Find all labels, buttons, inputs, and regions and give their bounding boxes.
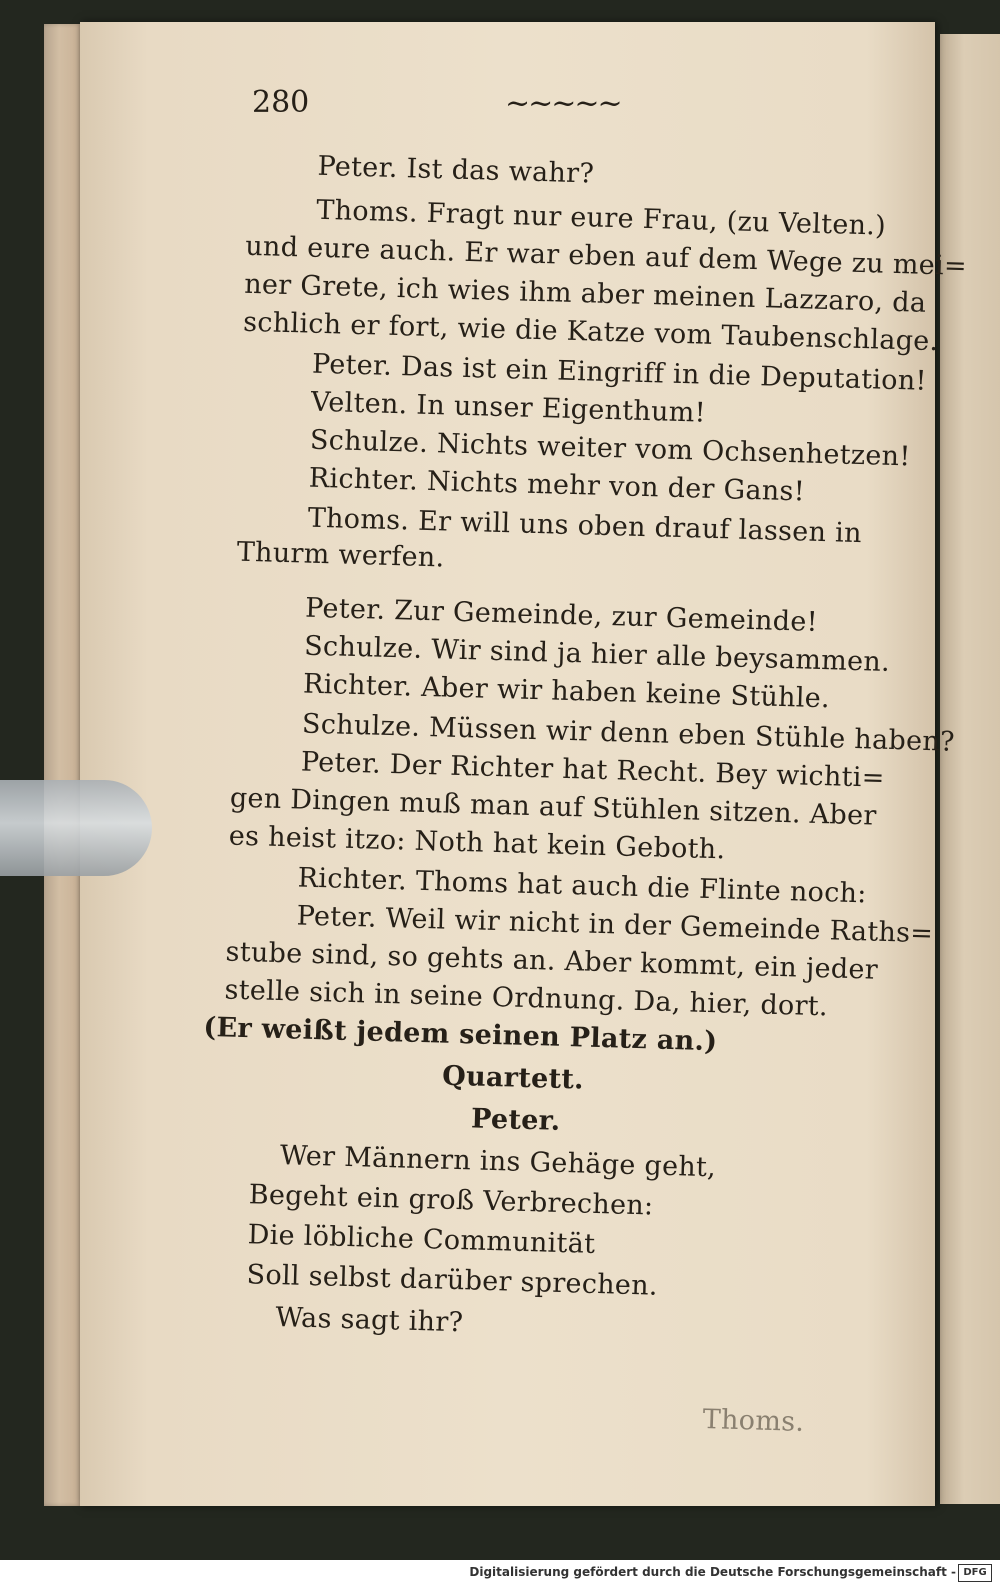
text-line: Thurm werfen. [236, 536, 445, 574]
text-line: Peter. Weil wir nicht in der Gemeinde Raths= [296, 900, 934, 950]
text-line: Peter. Zur Gemeinde, zur Gemeinde! [304, 592, 819, 638]
text-line: und eure auch. Er war eben auf dem Wege zu mei= [244, 230, 968, 282]
text-line: Thoms. Er will uns oben drauf lassen in [307, 502, 863, 550]
text-line: schlich er fort, wie die Katze vom Taubenschlage. [242, 306, 939, 358]
text-line: Schulze. Wir sind ja hier alle beysammen. [303, 630, 891, 678]
dfg-logo: DFG [958, 1564, 992, 1582]
page-number: 280 [252, 85, 310, 120]
page-clip [0, 780, 152, 876]
header-ornament: ~~~~~ [505, 86, 621, 121]
text-line: Velten. In unser Eigenthum! [310, 386, 707, 429]
verse-line: Die löbliche Communität [247, 1219, 596, 1260]
text-line: ner Grete, ich wies ihm aber meinen Lazzaro, da [243, 268, 927, 319]
text-line: Thoms. Fragt nur eure Frau, (zu Velten.) [315, 194, 887, 242]
speaker-heading: Peter. [470, 1103, 561, 1137]
catchword: Thoms. [702, 1404, 805, 1438]
section-heading: Quartett. [441, 1060, 585, 1096]
text-line: Richter. Aber wir haben keine Stühle. [302, 668, 831, 715]
footer-bar [0, 1560, 1000, 1586]
text-line: stelle sich in seine Ordnung. Da, hier, dort. [224, 974, 829, 1023]
footer-credit: Digitalisierung gefördert durch die Deutsche Forschungsgemeinschaft - [469, 1565, 956, 1579]
verse-line: Soll selbst darüber sprechen. [246, 1259, 659, 1302]
text-line: Schulze. Nichts weiter vom Ochsenhetzen! [309, 424, 911, 473]
stage-direction: (Er weißt jedem seinen Platz an.) [203, 1011, 718, 1058]
verse-line: Was sagt ihr? [275, 1302, 464, 1339]
text-line: Richter. Thoms hat auch die Flinte noch: [297, 862, 868, 910]
text-line: Peter. Das ist ein Eingriff in die Deputation! [311, 348, 928, 397]
text-line: stube sind, so gehts an. Aber kommt, ein jeder [225, 936, 879, 986]
text-line: Schulze. Müssen wir denn eben Stühle haben? [301, 708, 956, 758]
text-line: Peter. Ist das wahr? [317, 150, 595, 190]
page-edge [44, 24, 82, 1506]
verse-line: Wer Männern ins Gehäge geht, [279, 1140, 717, 1184]
text-line: Peter. Der Richter hat Recht. Bey wichti= [300, 746, 886, 794]
text-line: gen Dingen muß man auf Stühlen sitzen. Aber [229, 782, 877, 832]
text-line: Richter. Nichts mehr von der Gans! [308, 462, 806, 508]
text-line: es heist itzo: Noth hat kein Geboth. [228, 820, 726, 866]
verse-line: Begeht ein groß Verbrechen: [248, 1179, 654, 1222]
